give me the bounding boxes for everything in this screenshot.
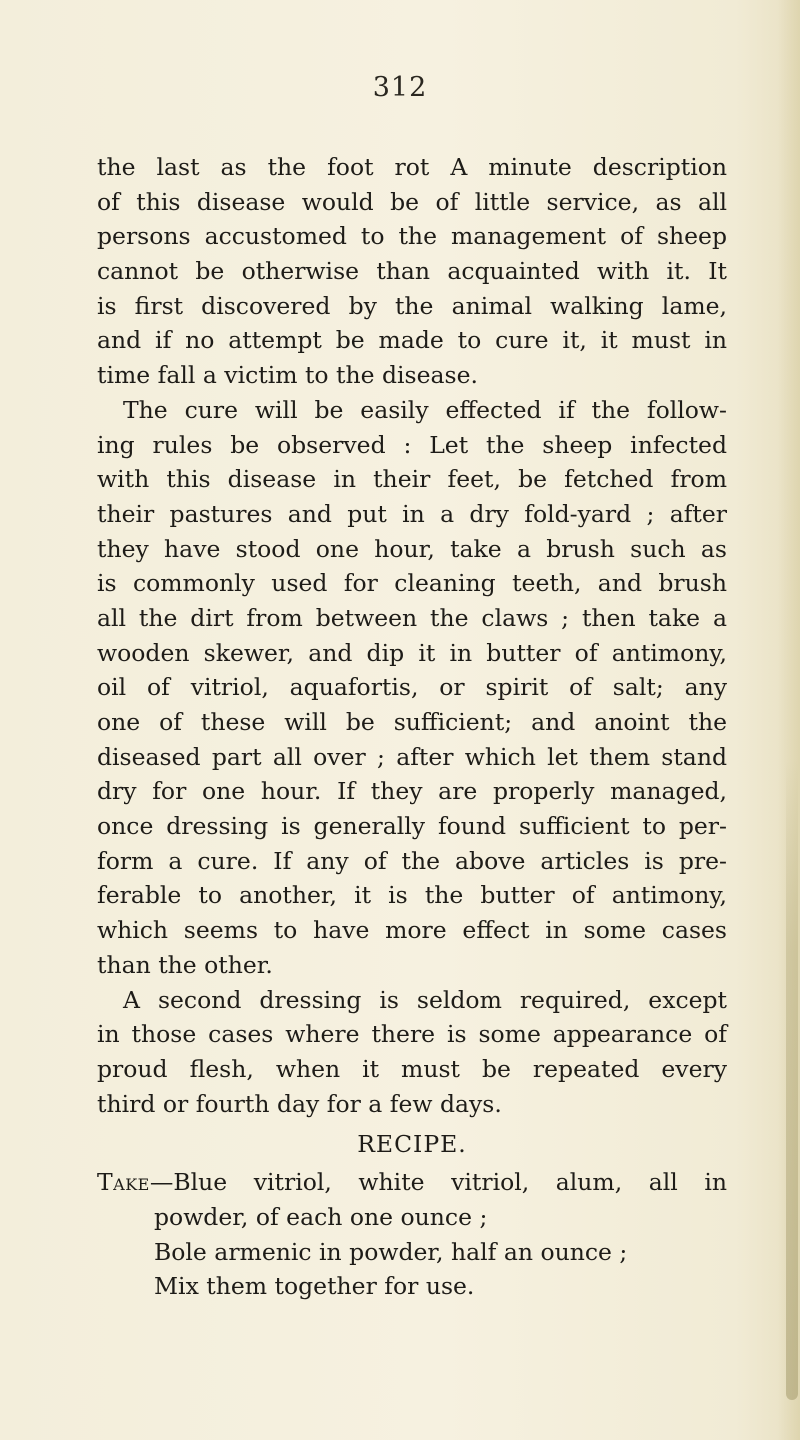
text-line: The cure will be easily effected if the follow- — [123, 395, 727, 424]
text-line: and if no attempt be made to cure it, it must in — [97, 326, 727, 355]
recipe-take-rest: —Blue vitriol, white vitriol, alum, all in — [149, 1168, 727, 1197]
text-line: their pastures and put in a dry fold-yard ; after — [97, 499, 727, 528]
text-line: third or fourth day for a few days. — [97, 1089, 502, 1118]
page-number: 312 — [372, 72, 428, 103]
text-line: with this disease in their feet, be fetched from — [97, 465, 727, 494]
text-line: all the dirt from between the claws ; then take a — [97, 603, 727, 632]
text-line: oil of vitriol, aquafortis, or spirit of salt; any — [97, 673, 727, 702]
text-line: than the other. — [97, 950, 273, 979]
text-line: dry for one hour. If they are properly managed, — [97, 777, 727, 806]
text-line: cannot be otherwise than acquainted with it. It — [97, 257, 727, 286]
recipe-first-line — [97, 1165, 727, 1200]
text-line: A second dressing is seldom required, except — [123, 985, 727, 1014]
paragraph-2 — [97, 393, 727, 983]
text-line: they have stood one hour, take a brush such as — [97, 534, 727, 563]
page-edge-stain — [786, 760, 798, 1400]
recipe-line: Bole armenic in powder, half an ounce ; — [154, 1237, 628, 1266]
text-line: form a cure. If any of the above articles is pre- — [97, 846, 727, 875]
text-line: the last as the foot rot A minute description — [97, 153, 727, 181]
text-line: once dressing is generally found sufficient to per- — [97, 812, 727, 841]
body-text — [97, 150, 727, 1304]
text-line: in those cases where there is some appearance of — [97, 1020, 727, 1049]
recipe-line: powder, of each one ounce ; — [154, 1202, 488, 1231]
text-line: ferable to another, it is the butter of antimony, — [97, 881, 727, 910]
text-line: ing rules be observed : Let the sheep infected — [97, 430, 727, 459]
text-line: proud flesh, when it must be repeated every — [97, 1054, 727, 1083]
text-line: diseased part all over ; after which let them stand — [97, 742, 727, 771]
text-line: which seems to have more effect in some cases — [97, 916, 727, 945]
recipe-heading: RECIPE. — [357, 1130, 467, 1159]
text-line: is first discovered by the animal walking lame, — [97, 291, 727, 320]
recipe-section — [97, 1123, 727, 1304]
text-line: of this disease would be of little service, as all — [97, 187, 727, 216]
paragraph-1 — [97, 150, 727, 393]
text-line: persons accustomed to the management of sheep — [97, 222, 727, 251]
text-line: one of these will be sufficient; and anoint the — [97, 708, 727, 736]
recipe-line: Mix them together for use. — [154, 1272, 475, 1301]
text-line: is commonly used for cleaning teeth, and brush — [97, 569, 727, 598]
paragraph-3 — [97, 983, 727, 1122]
text-line: time fall a victim to the disease. — [97, 361, 478, 390]
recipe-take-word: Take — [97, 1168, 150, 1197]
text-line: wooden skewer, and dip it in butter of antimony, — [97, 638, 727, 667]
